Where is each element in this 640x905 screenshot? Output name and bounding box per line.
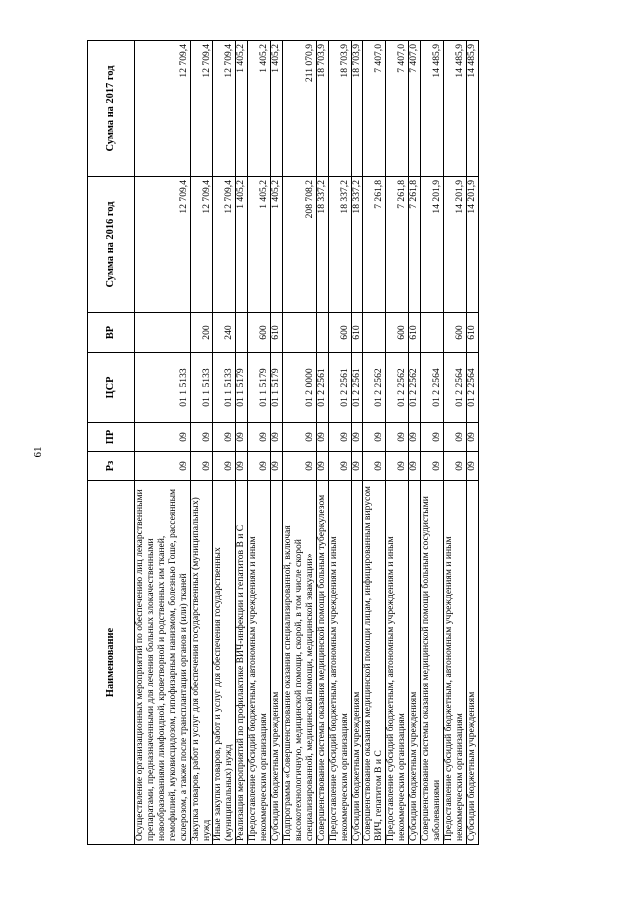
cell-vr: 600 (328, 313, 351, 353)
cell-name: Осуществление организационных мероприятий по обеспечению лиц лекарственными препаратами, предназначенными для лечения больных злокачественными новообразованиями лимфоидной, кроветворной и родственных им тканей, гемофилией, муковисцидозом, гипофизарным нанизмом, болезнью Гоше, рассеянным склерозом, а также после трансплантации органов и (или) тканей (135, 481, 191, 845)
table-row (190, 41, 213, 845)
cell-name: Субсидии бюджетным учреждениям (351, 481, 363, 845)
cell-csr: 01 2 2562 (363, 353, 386, 423)
cell-rz: 09 (386, 452, 409, 481)
cell-name: Подпрограмма «Совершенствование оказания специализированной, включая высокотехнологичную, медицинской помощи, скорой, в том числе скорой специализированной, медицинской помощи, медицинской эвакуации» (282, 481, 316, 845)
cell-pr: 09 (409, 423, 421, 452)
cell-sum-2016: 1 405,2 (236, 177, 248, 313)
cell-csr: 01 1 5133 (213, 353, 236, 423)
cell-csr: 01 2 2564 (466, 353, 478, 423)
cell-rz: 09 (363, 452, 386, 481)
cell-name: Субсидии бюджетным учреждениям (409, 481, 421, 845)
cell-rz: 09 (316, 452, 328, 481)
cell-sum-2016: 7 261,8 (409, 177, 421, 313)
cell-csr: 01 2 2561 (351, 353, 363, 423)
cell-sum-2017: 18 703,9 (328, 41, 351, 177)
rotated-table-container (87, 41, 577, 845)
table-row (236, 41, 248, 845)
table-row (421, 41, 444, 845)
cell-sum-2016: 18 337,2 (351, 177, 363, 313)
header-sum-2017: Сумма на 2017 год (88, 41, 135, 177)
cell-sum-2016: 1 405,2 (271, 177, 283, 313)
cell-vr: 600 (386, 313, 409, 353)
cell-sum-2016: 18 337,2 (328, 177, 351, 313)
cell-pr: 09 (236, 423, 248, 452)
table-row (328, 41, 351, 845)
cell-sum-2017: 18 703,9 (316, 41, 328, 177)
table-header-row (88, 41, 135, 845)
cell-pr: 09 (213, 423, 236, 452)
cell-sum-2017: 1 405,2 (236, 41, 248, 177)
cell-sum-2017: 7 407,0 (386, 41, 409, 177)
table-row (135, 41, 191, 845)
cell-vr: 600 (248, 313, 271, 353)
cell-vr: 610 (409, 313, 421, 353)
cell-csr: 01 1 5179 (271, 353, 283, 423)
cell-csr: 01 2 2562 (409, 353, 421, 423)
cell-pr: 09 (351, 423, 363, 452)
cell-name: Предоставление субсидий бюджетным, автономным учреждениям и иным некоммерческим организациям (443, 481, 466, 845)
cell-rz: 09 (248, 452, 271, 481)
cell-sum-2017: 12 709,4 (213, 41, 236, 177)
cell-sum-2017: 12 709,4 (190, 41, 213, 177)
cell-sum-2017: 7 407,0 (409, 41, 421, 177)
cell-csr: 01 1 5179 (236, 353, 248, 423)
cell-sum-2016: 7 261,8 (363, 177, 386, 313)
table-row (316, 41, 328, 845)
cell-rz: 09 (409, 452, 421, 481)
cell-csr: 01 1 5179 (248, 353, 271, 423)
cell-sum-2016: 14 201,9 (443, 177, 466, 313)
cell-vr (316, 313, 328, 353)
cell-pr: 09 (421, 423, 444, 452)
cell-pr: 09 (135, 423, 191, 452)
table-row (213, 41, 236, 845)
cell-name: Закупка товаров, работ и услуг для обеспечения государственных (муниципальных) нужд (190, 481, 213, 845)
table-row (248, 41, 271, 845)
cell-name: Предоставление субсидий бюджетным, автономным учреждениям и иным некоммерческим организациям (386, 481, 409, 845)
cell-rz: 09 (351, 452, 363, 481)
cell-name: Субсидии бюджетным учреждениям (271, 481, 283, 845)
cell-sum-2017: 211 070,9 (282, 41, 316, 177)
cell-rz: 09 (282, 452, 316, 481)
cell-csr: 01 2 2564 (421, 353, 444, 423)
cell-rz: 09 (466, 452, 478, 481)
cell-sum-2017: 18 703,9 (351, 41, 363, 177)
header-rz: Рз (88, 452, 135, 481)
cell-name: Иные закупки товаров, работ и услуг для обеспечения государственных (муниципальных) нужд (213, 481, 236, 845)
cell-rz: 09 (271, 452, 283, 481)
cell-sum-2016: 12 709,4 (213, 177, 236, 313)
cell-rz: 09 (328, 452, 351, 481)
cell-pr: 09 (316, 423, 328, 452)
header-pr: ПР (88, 423, 135, 452)
cell-name: Совершенствование оказания медицинской помощи лицам, инфицированным вирусом ВИЧ, гепатитом В и С (363, 481, 386, 845)
cell-pr: 09 (386, 423, 409, 452)
table-row (466, 41, 478, 845)
cell-vr: 610 (466, 313, 478, 353)
cell-rz: 09 (135, 452, 191, 481)
cell-sum-2017: 1 405,2 (248, 41, 271, 177)
cell-csr: 01 1 5133 (190, 353, 213, 423)
header-sum-2016: Сумма на 2016 год (88, 177, 135, 313)
cell-sum-2016: 12 709,4 (190, 177, 213, 313)
header-vr: ВР (88, 313, 135, 353)
cell-name: Субсидии бюджетным учреждениям (466, 481, 478, 845)
cell-sum-2016: 208 708,2 (282, 177, 316, 313)
table-body (135, 41, 479, 845)
cell-rz: 09 (190, 452, 213, 481)
cell-sum-2016: 14 201,9 (421, 177, 444, 313)
table-row (386, 41, 409, 845)
cell-pr: 09 (248, 423, 271, 452)
cell-name: Предоставление субсидий бюджетным, автономным учреждениям и иным некоммерческим организациям (248, 481, 271, 845)
header-csr: ЦСР (88, 353, 135, 423)
cell-sum-2017: 14 485,9 (466, 41, 478, 177)
cell-sum-2017: 12 709,4 (135, 41, 191, 177)
header-name: Наименование (88, 481, 135, 845)
cell-csr: 01 2 2564 (443, 353, 466, 423)
table-row (443, 41, 466, 845)
page-number: 61 (32, 446, 44, 458)
cell-pr: 09 (443, 423, 466, 452)
cell-vr (421, 313, 444, 353)
table-row (363, 41, 386, 845)
cell-sum-2017: 1 405,2 (271, 41, 283, 177)
cell-pr: 09 (282, 423, 316, 452)
cell-sum-2016: 7 261,8 (386, 177, 409, 313)
cell-pr: 09 (271, 423, 283, 452)
cell-pr: 09 (328, 423, 351, 452)
table-row (282, 41, 316, 845)
cell-sum-2017: 7 407,0 (363, 41, 386, 177)
cell-sum-2017: 14 485,9 (443, 41, 466, 177)
cell-rz: 09 (421, 452, 444, 481)
cell-sum-2016: 18 337,2 (316, 177, 328, 313)
cell-name: Совершенствование системы оказания медицинской помощи больным туберкулезом (316, 481, 328, 845)
cell-name: Совершенствование системы оказания медицинской помощи больным сосудистыми заболеваниями (421, 481, 444, 845)
cell-sum-2017: 14 485,9 (421, 41, 444, 177)
cell-rz: 09 (236, 452, 248, 481)
cell-vr: 200 (190, 313, 213, 353)
cell-csr: 01 2 2561 (316, 353, 328, 423)
table-row (351, 41, 363, 845)
cell-csr: 01 1 5133 (135, 353, 191, 423)
cell-vr (135, 313, 191, 353)
table-row (271, 41, 283, 845)
cell-sum-2016: 1 405,2 (248, 177, 271, 313)
cell-csr: 01 2 0000 (282, 353, 316, 423)
budget-table (87, 40, 479, 845)
cell-vr: 610 (351, 313, 363, 353)
cell-vr: 240 (213, 313, 236, 353)
cell-rz: 09 (213, 452, 236, 481)
cell-vr: 600 (443, 313, 466, 353)
cell-pr: 09 (190, 423, 213, 452)
cell-vr (236, 313, 248, 353)
cell-name: Реализация мероприятий по профилактике ВИЧ-инфекции и гепатитов В и С (236, 481, 248, 845)
cell-csr: 01 2 2561 (328, 353, 351, 423)
cell-vr (363, 313, 386, 353)
table-row (409, 41, 421, 845)
cell-pr: 09 (363, 423, 386, 452)
cell-sum-2016: 12 709,4 (135, 177, 191, 313)
cell-pr: 09 (466, 423, 478, 452)
cell-vr: 610 (271, 313, 283, 353)
cell-vr (282, 313, 316, 353)
cell-rz: 09 (443, 452, 466, 481)
cell-csr: 01 2 2562 (386, 353, 409, 423)
cell-name: Предоставление субсидий бюджетным, автономным учреждениям и иным некоммерческим организациям (328, 481, 351, 845)
cell-sum-2016: 14 201,9 (466, 177, 478, 313)
